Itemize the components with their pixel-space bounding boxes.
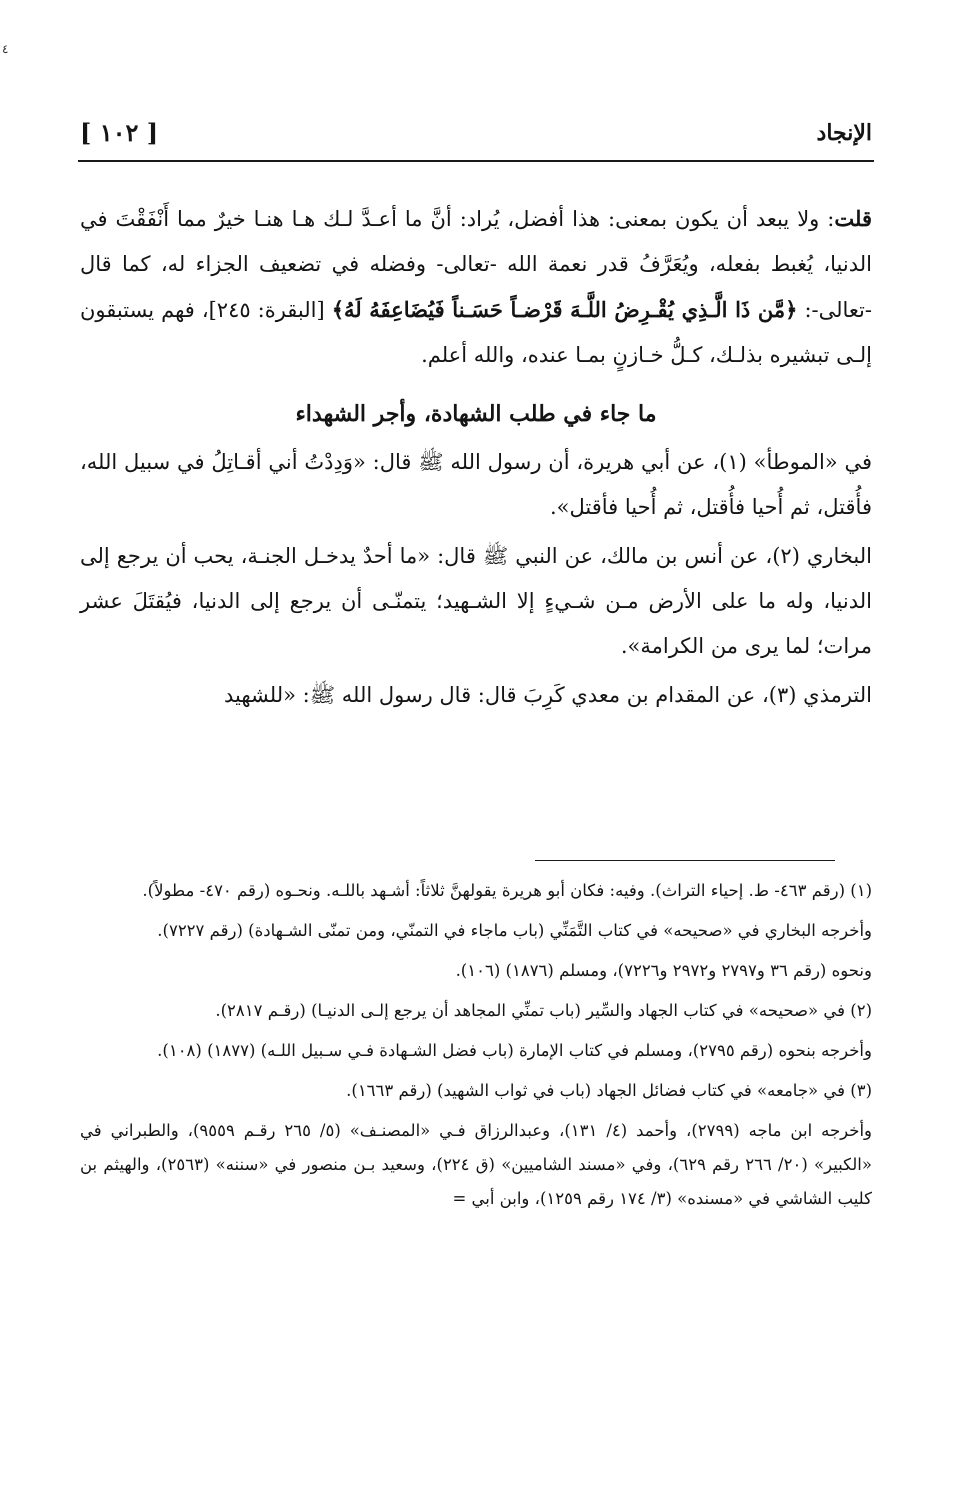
footnote: (١) (رقم ٤٦٣- ط. إحياء التراث). وفيه: فكان أبو هريرة يقولهنَّ ثلاثاً: أشـهد باللـه. ونحـوه (رقم ٤٧٠- مطولاً). [142, 881, 872, 900]
paragraph-4: الترمذي (٣)، عن المقدام بن معدي كَرِبَ قال: قال رسول الله ﷺ: «للشهيد [224, 683, 872, 707]
section-heading: ما جاء في طلب الشهادة، وأجر الشهداء [295, 401, 657, 427]
paragraph-1-text-b: [البقرة: ٢٤٥]، فهم يستبقون إلـى تبشيره بذلـك، كـلُّ خـازنٍ بمـا عنده، والله أعلم. [80, 298, 872, 367]
footnote: (٣) في «جامعه» في كتاب فضائل الجهاد (باب في ثواب الشهيد) (رقم ١٦٦٣). [346, 1081, 872, 1100]
running-title: الإنجاد [816, 120, 872, 146]
page-header [80, 118, 872, 158]
corner-mark: ٤ [2, 42, 9, 56]
paragraph-lead-word: قلت [834, 206, 872, 231]
header-rule [78, 160, 874, 162]
footnote-separator [535, 860, 835, 861]
page-number: [ ١٠٢ ] [80, 118, 159, 147]
footnote: (٢) في «صحيحه» في كتاب الجهاد والسِّير (باب تمنِّي المجاهد أن يرجع إلـى الدنيـا) (رقـم ٢٨١٧). [215, 1001, 872, 1020]
quran-verse: ﴿مَّن ذَا الَّـذِي يُقْـرِضُ اللَّـهَ قَرْضـاً حَسَـناً فَيُضَاعِفَهُ لَهُ﴾ [331, 297, 798, 322]
footnote: وأخرجه البخاري في «صحيحه» في كتاب التَّمَنِّي (باب ماجاء في التمنّي، ومن تمنّى الشـهادة) (رقم ٧٢٢٧). [157, 921, 872, 940]
footnote: وأخرجه ابن ماجه (٢٧٩٩)، وأحمد (٤/ ١٣١)، وعبدالرزاق فـي «المصنـف» (٥/ ٢٦٥ رقـم ٩٥٥٩)، والطبراني في «الكبير» (٢٠/ ٢٦٦ رقم ٦٢٩)، وفي «مسند الشاميين» (ق ٢٢٤)، وسعيد بـن منصور في «سننه» (٢٥٦٣)، والهيثم بن كليب الشاشي في «مسنده» (٣/ ١٧٤ رقم ١٢٥٩)، وابن أبي = [80, 1121, 873, 1208]
main-text [80, 196, 872, 722]
footnote: ونحوه (رقم ٣٦ و٢٧٩٧ و٢٩٧٢ و٧٢٢٦)، ومسلم (١٨٧٦) (١٠٦). [455, 961, 872, 980]
paragraph-1-text-a: : ولا يبعد أن يكون بمعنى: هذا أفضل، يُراد: أنَّ ما أعـدَّ لـك هـا هنـا خيرٌ مما أَنْفَقْتَ في الدنيا، يُغبط بفعله، ويُعَرَّفُ قدر نعمة الله -تعالى- وفضله في تضعيف الجزاء له، كما قال -تعالى-: [80, 207, 872, 322]
paragraph-3: البخاري (٢)، عن أنس بن مالك، عن النبي ﷺ قال: «ما أحدٌ يدخـل الجنـة، يحب أن يرجع إلى الدنيا، وله ما على الأرض مـن شـيءٍ إلا الشـهيد؛ يتمنّـى أن يرجع إلى الدنيا، فيُقتَلَ عشر مرات؛ لما يرى من الكرامة». [80, 544, 872, 658]
footnote: وأخرجه بنحوه (رقم ٢٧٩٥)، ومسلم في كتاب الإمارة (باب فضل الشـهادة فـي سـبيل اللـه) (١٨٧٧) (١٠٨). [157, 1041, 872, 1060]
paragraph-2: في «الموطأ» (١)، عن أبي هريرة، أن رسول الله ﷺ قال: «وَدِدْتُ أني أقـاتِلُ في سبيل الله، فأُقتل، ثم أُحيا فأُقتل، ثم أُحيا فأقتل». [80, 450, 872, 519]
paragraph-1 [80, 196, 872, 378]
footnotes [80, 874, 872, 1222]
